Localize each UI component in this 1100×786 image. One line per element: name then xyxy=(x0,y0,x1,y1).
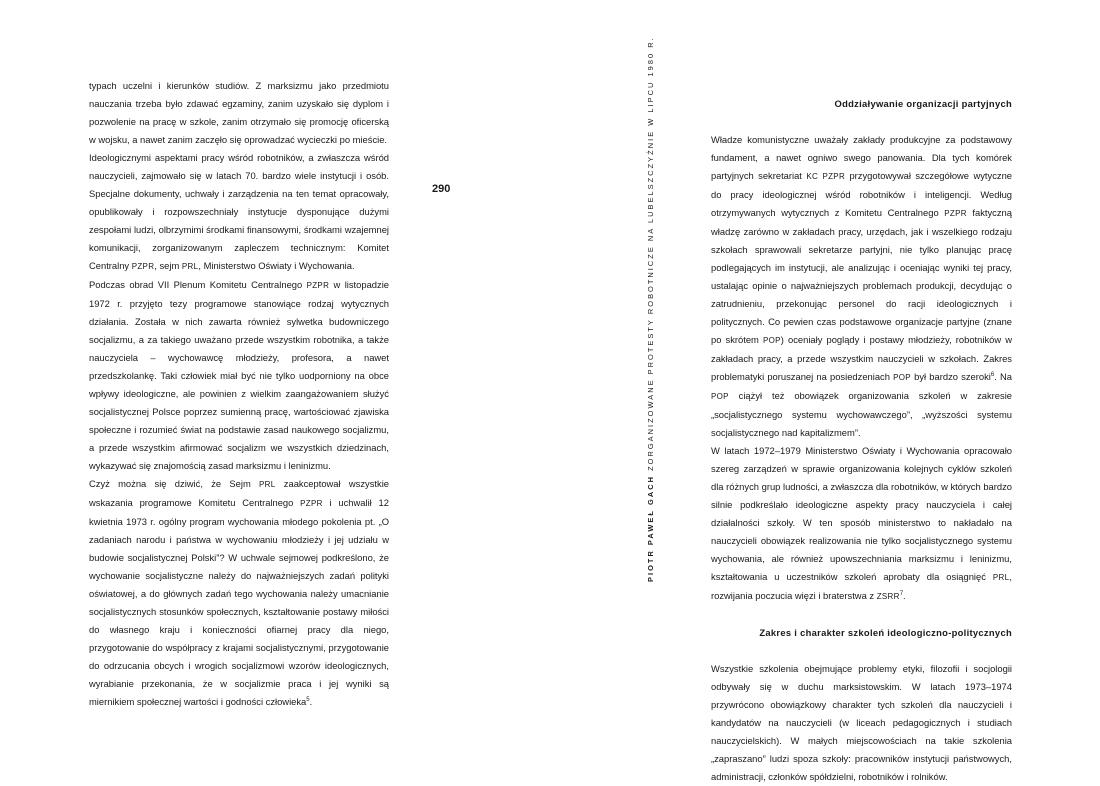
abbreviation: KC xyxy=(806,172,819,181)
paragraph: Wszystkie szkolenia obejmujące problemy etyki, filozofii i socjologii odbywały się w duchu marksistowskim. W latach 1973–1974 przywrócono obowiązkowy charakter tych szkoleń dla nauczycieli i kandydatów na nauczycieli (w liceach pedagogicznych i studiach nauczycielskich). W małych miejscowościach na takie szkolenia „zapraszano” ludzi spoza szkoły: pracowników instytucji państwowych, administracji, członków spółdzielni, robotników i rolników. xyxy=(711,663,1012,782)
text-run: , Ministerstwo Oświaty i Wychowania. xyxy=(198,260,355,271)
abbreviation: POP xyxy=(711,392,729,401)
text-run: zaakceptował wszystkie wskazania programowe Komitetu Centralnego xyxy=(89,478,389,508)
abbreviation: PZPR xyxy=(822,172,846,181)
text-run: był bardzo szeroki xyxy=(910,371,991,382)
paragraph xyxy=(89,276,389,475)
text-run: ) oceniały poglądy i postawy młodzieży, robotników w zakładach pracy, a przede wszystkim nauczycieli w szkołach. Zakres problematyki poruszanej na posiedzeniach xyxy=(711,334,1012,382)
text-run: Czyż można się dziwić, że Sejm xyxy=(89,478,260,489)
text-run: ciążył też obowiązek organizowania szkoleń w zakresie „socjalistycznego systemu wychowawczego”, „wyższości systemu socjalistycznego nad kapitalizmem”. xyxy=(711,390,1012,438)
running-head-title: ZORGANIZOWANE PROTESTY ROBOTNICZE NA LUBELSZCZYŹNIE W LIPCU 1980 R. xyxy=(646,36,655,471)
abbreviation: ZSRR xyxy=(876,592,900,601)
running-head xyxy=(646,36,655,582)
abbreviation: POP xyxy=(762,336,781,345)
footnote-marker: 6 xyxy=(990,371,995,378)
abbreviation: PZPR xyxy=(944,209,967,218)
text-run: W latach 1972–1979 Ministerstwo Oświaty i Wychowania opracowało szereg zarządzeń w sprawie organizowania kolejnych cyklów szkoleń dla różnych grup ludności, a zwłaszcza dla robotników, w których bardzo silnie podkreślało ideologiczne aspekty pracy nauczyciela i całej działalności szkoły. W ten sposób ministerstwo to nakładało na nauczycieli obowiązek realizowania nie tylko socjalistycznego systemu wychowania, ale również upowszechniania marksizmu i leninizmu, kształtowania u uczestników szkoleń aprobaty dla osiągnięć xyxy=(711,445,1012,582)
paragraph xyxy=(89,475,389,711)
text-run: Podczas obrad VII Plenum Komitetu Centralnego xyxy=(89,279,307,290)
text-run: . xyxy=(309,696,313,707)
text-run: . Na xyxy=(994,371,1012,382)
running-head-author: PIOTR PAWEŁ GACH xyxy=(646,475,655,582)
text-run: , rozwijania poczucia więzi i braterstwa z xyxy=(711,571,1012,601)
text-run: Władze komunistyczne uważały zakłady produkcyjne za podstawowy fundament, a nawet ogniwo swego panowania. Dla tych komórek partyjnych sekretariat xyxy=(711,134,1012,181)
text-run: w listopadzie 1972 r. przyjęto tezy programowe stanowiące rodzaj wytycznych działania. Została w nich zawarta również sylwetka budowniczego socjalizmu, a za takiego uważano przede wszystkim robotnika, a także nauczyciela – wychowawcę młodzieży, profesora, a nawet przedszkolankę. Taki człowiek miał być nie tylko uodporniony na obce wpływy ideologiczne, ale powinien z wielkim zaangażowaniem służyć socjalistycznej Polsce poprzez sumienną pracę, wartościować zjawiska społeczne i rozumieć świat na podstawie zasad naukowego socjalizmu, a przede wszystkim afirmować socjalizm we wszystkich dziedzinach, wykazywać się znajomością zasad marksizmu i leninizmu. xyxy=(89,279,390,471)
footnote-marker: 7 xyxy=(899,590,904,597)
text-run: i uchwalił 12 kwietnia 1973 r. ogólny program wychowania młodego pokolenia pt. „O zadaniach narodu i państwa w wychowaniu młodzieży i jej udziału w budowie socjalistycznej Polski”? W uchwale sejmowej podkreślono, że wychowanie socjalistyczne należy do najważniejszych zadań polityki oświatowej, a do głównych zadań tego wychowania należy umacnianie socjalistycznych stosunków społecznych, kształtowanie postawy miłości do własnego kraju i konieczności ofiarnej pracy dla niego, przygotowanie do współpracy z krajami socjalistycznymi, przygotowanie do odrzucania obcych i wrogich socjalizmowi wzorów ideologicznych, wyrabianie przekonania, że w socjalizmie praca i jej wyniki są miernikiem społecznej wartości i godności człowieka xyxy=(89,497,389,707)
paragraph xyxy=(711,131,1012,442)
text-run: . xyxy=(903,590,906,601)
left-text-column xyxy=(89,77,389,711)
abbreviation: PZPR xyxy=(300,499,323,508)
footnote-marker: 5 xyxy=(306,696,310,703)
paragraph xyxy=(89,149,389,276)
section-heading: Zakres i charakter szkoleń ideologiczno-politycznych xyxy=(759,627,1012,638)
text-run: faktyczną władzę zarówno w zakładach pracy, urzędach, jak i wszelkiego rodzaju szkołach sprawowali sekretarze partyjni, nie tylko planując pracę podlegających im instytucji, ale analizując i oceniając wyniki tej pracy, ustalając opinie o najważniejszych problemach produkcji, decydując o zatrudnieniu, przekonując personel do racji ideologicznych i politycznych. Co pewien czas podstawowe organizacje partyjne (znane po skrótem xyxy=(711,207,1012,345)
text-run: przygotowywał szczegółowe wytyczne do pracy ideologicznej wśród robotników i inteligencji. Według otrzymywanych wytycznych z Komitetu Centralnego xyxy=(711,170,1012,218)
abbreviation: PRL xyxy=(259,480,276,489)
section-heading: Oddziaływanie organizacji partyjnych xyxy=(834,98,1012,109)
text-run: , sejm xyxy=(154,260,182,271)
paragraph: typach uczelni i kierunków studiów. Z marksizmu jako przedmiotu nauczania trzeba było zdawać egzaminy, zanim uzyskało się dyplom i pozwolenie na pracę w szkole, zanim otrzymało się promocję oficerską w wojsku, a nawet zanim zaczęło się oprowadzać wycieczki po mieście. xyxy=(89,80,389,145)
abbreviation: PZPR xyxy=(131,262,155,271)
abbreviation: POP xyxy=(893,373,911,382)
page-number: 290 xyxy=(432,183,451,195)
abbreviation: PRL xyxy=(992,573,1010,582)
abbreviation: PZPR xyxy=(306,281,330,290)
paragraph xyxy=(711,442,1012,606)
abbreviation: PRL xyxy=(181,262,199,271)
text-run: Ideologicznymi aspektami pracy wśród robotników, a zwłaszcza wśród nauczycieli, zajmowało się w latach 70. bardzo wiele instytucji i osób. Specjalne dokumenty, uchwały i zarządzenia na ten temat opracowały, opublikowały i rozpowszechniały instytucje dysponujące dużymi zespołami ludzi, olbrzymimi środkami finansowymi, środkami wzajemnej komunikacji, zorganizowanym zapleczem technicznym: Komitet Centralny xyxy=(89,152,389,271)
right-text-column xyxy=(711,77,1012,786)
